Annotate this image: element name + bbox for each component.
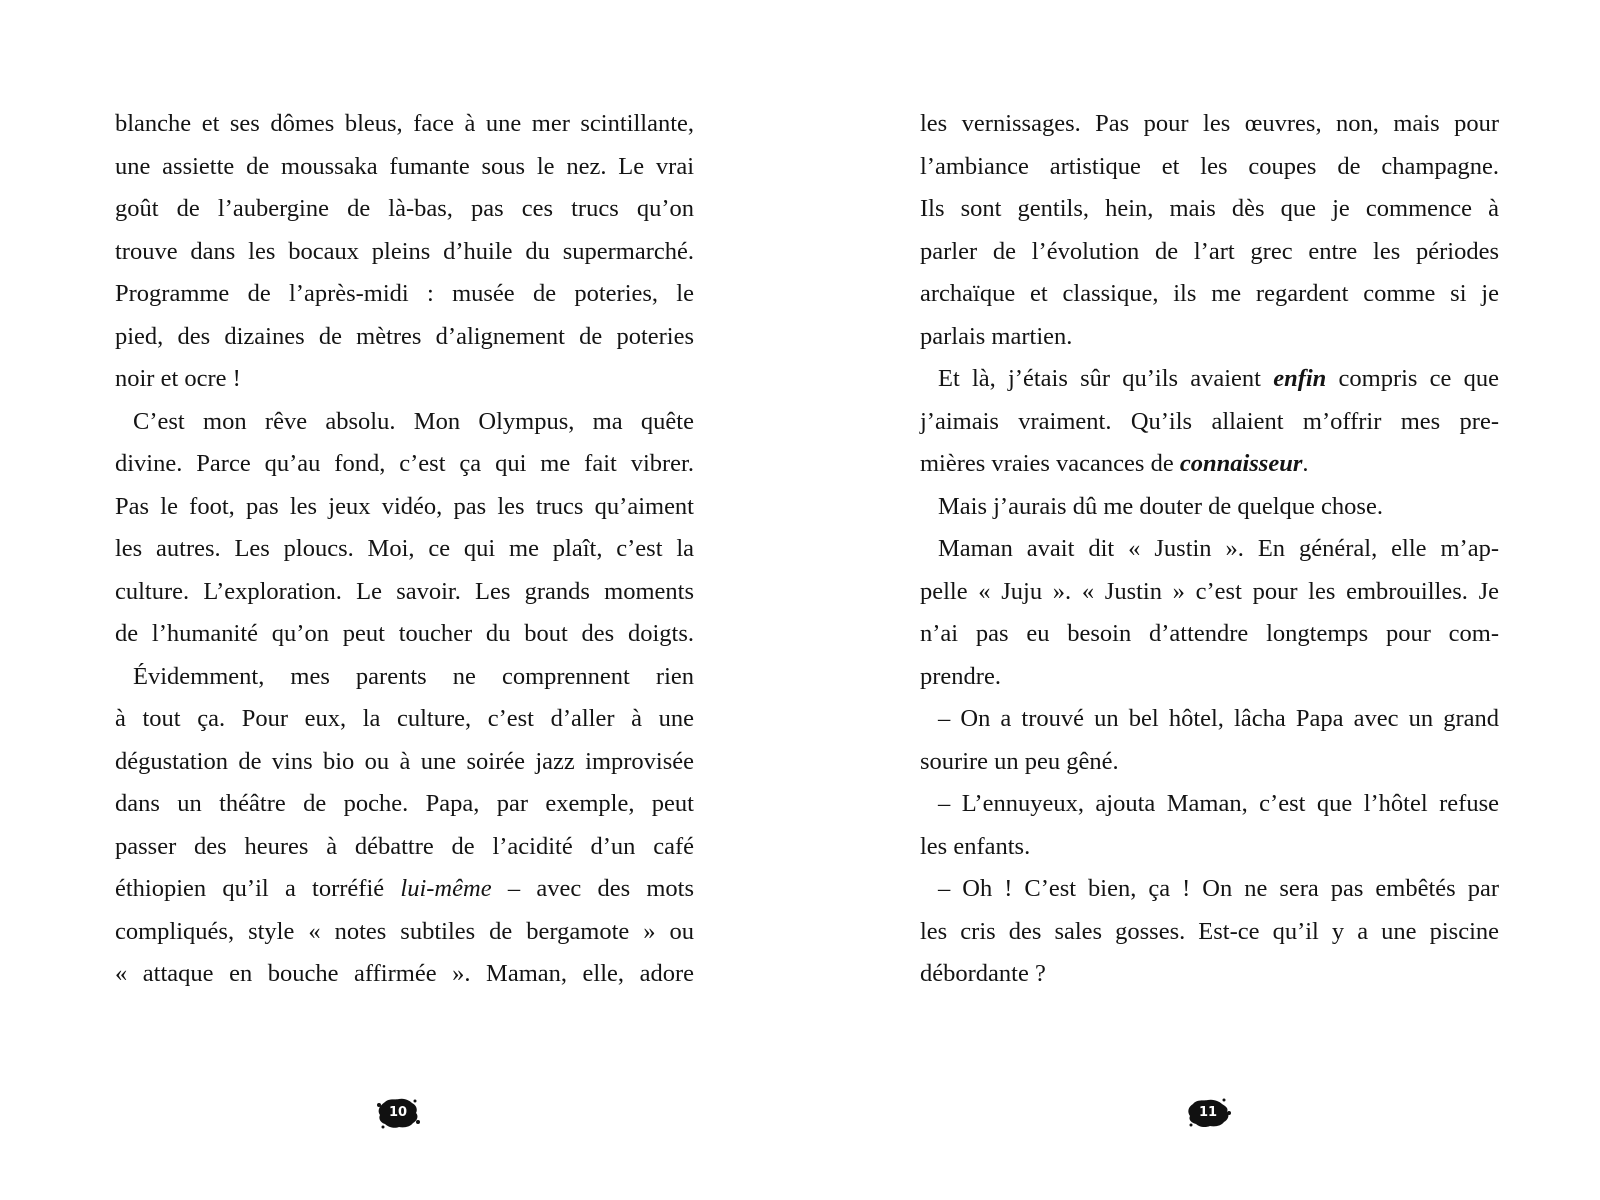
text-line: – On a trouvé un bel hôtel, lâcha Papa avec un grand (938, 705, 1499, 732)
emphasis-italic: enfin (1273, 365, 1327, 392)
text-line: Programme de l’après-midi : musée de poteries, le (115, 280, 694, 307)
text-line: les cris des sales gosses. Est-ce qu’il y a une piscine (920, 917, 1499, 945)
text-line: de l’humanité qu’on peut toucher du bout des doigts. (115, 620, 694, 647)
text-line: parler de l’évolution de l’art grec entre les périodes (920, 237, 1499, 265)
text-line: goût de l’aubergine de là-bas, pas ces trucs qu’on (115, 195, 694, 222)
text-line: l’ambiance artistique et les coupes de champagne. (920, 152, 1499, 180)
text-line: C’est mon rêve absolu. Mon Olympus, ma quête (133, 407, 694, 435)
text-line: les autres. Les ploucs. Moi, ce qui me plaît, c’est la (115, 535, 694, 562)
text-line: mières vraies vacances de connaisseur. (920, 450, 1309, 477)
text-line: blanche et ses dômes bleus, face à une mer scintillante, (115, 110, 694, 137)
left-page-text (115, 103, 694, 996)
text-line: dans un théâtre de poche. Papa, par exemple, peut (115, 790, 694, 817)
text-line: passer des heures à débattre de l’acidité d’un café (115, 832, 694, 860)
text-line: j’aimais vraiment. Qu’ils allaient m’offrir mes pre- (920, 407, 1499, 435)
text-line: Maman avait dit « Justin ». En général, elle m’ap- (938, 535, 1499, 562)
page-number-badge (375, 1096, 421, 1130)
text-line: Ils sont gentils, hein, mais dès que je commence à (920, 195, 1499, 222)
text-line: divine. Parce qu’au fond, c’est ça qui me fait vibrer. (115, 450, 694, 477)
emphasis-italic: connaisseur (1179, 450, 1303, 477)
page-number-badge (1185, 1096, 1231, 1130)
emphasis-italic: lui-même (400, 875, 492, 902)
text-line: Évidemment, mes parents ne comprennent rien (133, 662, 694, 690)
text-line: compliqués, style « notes subtiles de bergamote » ou (115, 917, 694, 945)
text-line: à tout ça. Pour eux, la culture, c’est d’aller à une (115, 705, 694, 732)
text-line: – L’ennuyeux, ajouta Maman, c’est que l’hôtel refuse (938, 790, 1499, 817)
text-line: culture. L’exploration. Le savoir. Les grands moments (115, 577, 694, 605)
right-page-text (920, 103, 1499, 996)
text-line: Mais j’aurais dû me douter de quelque chose. (938, 492, 1383, 520)
text-line: trouve dans les bocaux pleins d’huile du supermarché. (115, 237, 694, 265)
text-line: débordante ? (920, 960, 1046, 987)
text-line: – Oh ! C’est bien, ça ! On ne sera pas embêtés par (938, 875, 1499, 902)
text-line: dégustation de vins bio ou à une soirée jazz improvisée (115, 747, 694, 775)
text-line: les vernissages. Pas pour les œuvres, non, mais pour (920, 110, 1499, 137)
text-line: éthiopien qu’il a torréfié lui-même – avec des mots (115, 875, 694, 902)
page-number: 11 (1198, 1105, 1218, 1120)
text-line: une assiette de moussaka fumante sous le nez. Le vrai (115, 152, 694, 180)
right-page (800, 0, 1600, 1200)
text-line: les enfants. (920, 832, 1031, 860)
text-line: Et là, j’étais sûr qu’ils avaient enfin compris ce que (938, 365, 1499, 392)
text-line: sourire un peu gêné. (920, 747, 1119, 775)
text-line: n’ai pas eu besoin d’attendre longtemps pour com- (920, 620, 1499, 647)
text-line: noir et ocre ! (115, 365, 241, 392)
text-line: pelle « Juju ». « Justin » c’est pour les embrouilles. Je (920, 577, 1499, 605)
text-line: prendre. (920, 662, 1001, 690)
text-line: « attaque en bouche affirmée ». Maman, elle, adore (115, 960, 694, 987)
text-line: Pas le foot, pas les jeux vidéo, pas les trucs qu’aiment (115, 492, 694, 520)
page-number: 10 (388, 1105, 408, 1120)
text-line: archaïque et classique, ils me regardent comme si je (920, 280, 1499, 307)
text-line: pied, des dizaines de mètres d’alignement de poteries (115, 322, 694, 350)
text-line: parlais martien. (920, 322, 1073, 350)
